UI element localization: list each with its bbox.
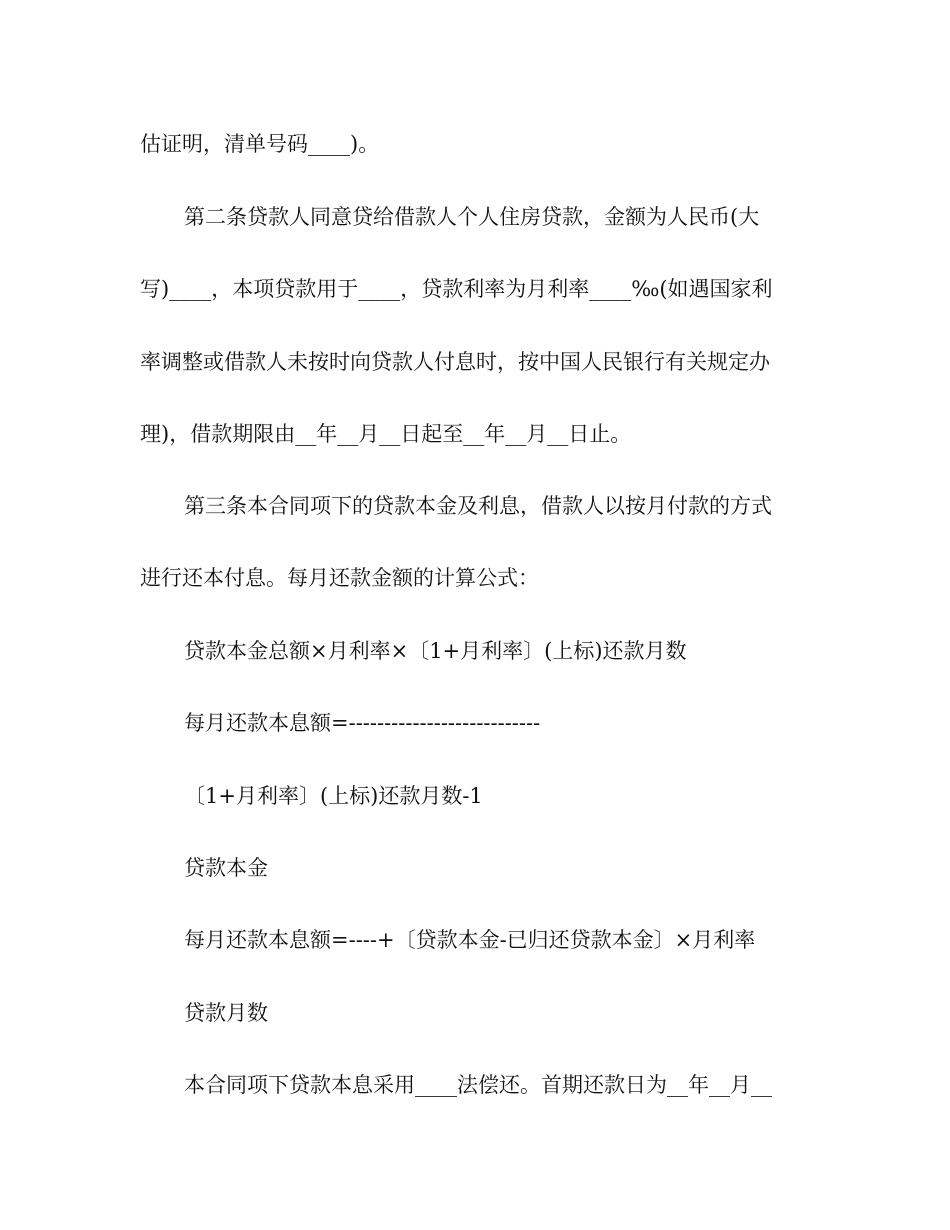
text-line-4: 率调整或借款人未按时向贷款人付息时，按中国人民银行有关规定办 bbox=[140, 350, 770, 374]
text-line-6: 第三条本合同项下的贷款本金及利息，借款人以按月付款的方式 bbox=[184, 494, 772, 518]
text-line-1: 估证明，清单号码____)。 bbox=[140, 132, 380, 156]
text-line-10: 〔1+月利率〕(上标)还款月数-1 bbox=[184, 784, 483, 808]
text-line-8: 贷款本金总额×月利率×〔1+月利率〕(上标)还款月数 bbox=[184, 639, 687, 663]
text-line-9: 每月还款本息额=--------------------------- bbox=[184, 711, 541, 735]
text-line-3: 写)____，本项贷款用于____，贷款利率为月利率____‰(如遇国家利 bbox=[140, 277, 773, 301]
text-line-11: 贷款本金 bbox=[184, 856, 268, 880]
text-line-13: 贷款月数 bbox=[184, 1001, 268, 1025]
text-line-5: 理)，借款期限由__年__月__日起至__年__月__日止。 bbox=[140, 422, 632, 446]
text-line-14: 本合同项下贷款本息采用____法偿还。首期还款日为__年__月__ bbox=[184, 1073, 772, 1097]
text-line-7: 进行还本付息。每月还款金额的计算公式： bbox=[140, 566, 539, 590]
text-line-12: 每月还款本息额=----+〔贷款本金-已归还贷款本金〕×月利率 bbox=[184, 928, 756, 952]
text-line-2: 第二条贷款人同意贷给借款人个人住房贷款，金额为人民币(大 bbox=[184, 205, 760, 229]
